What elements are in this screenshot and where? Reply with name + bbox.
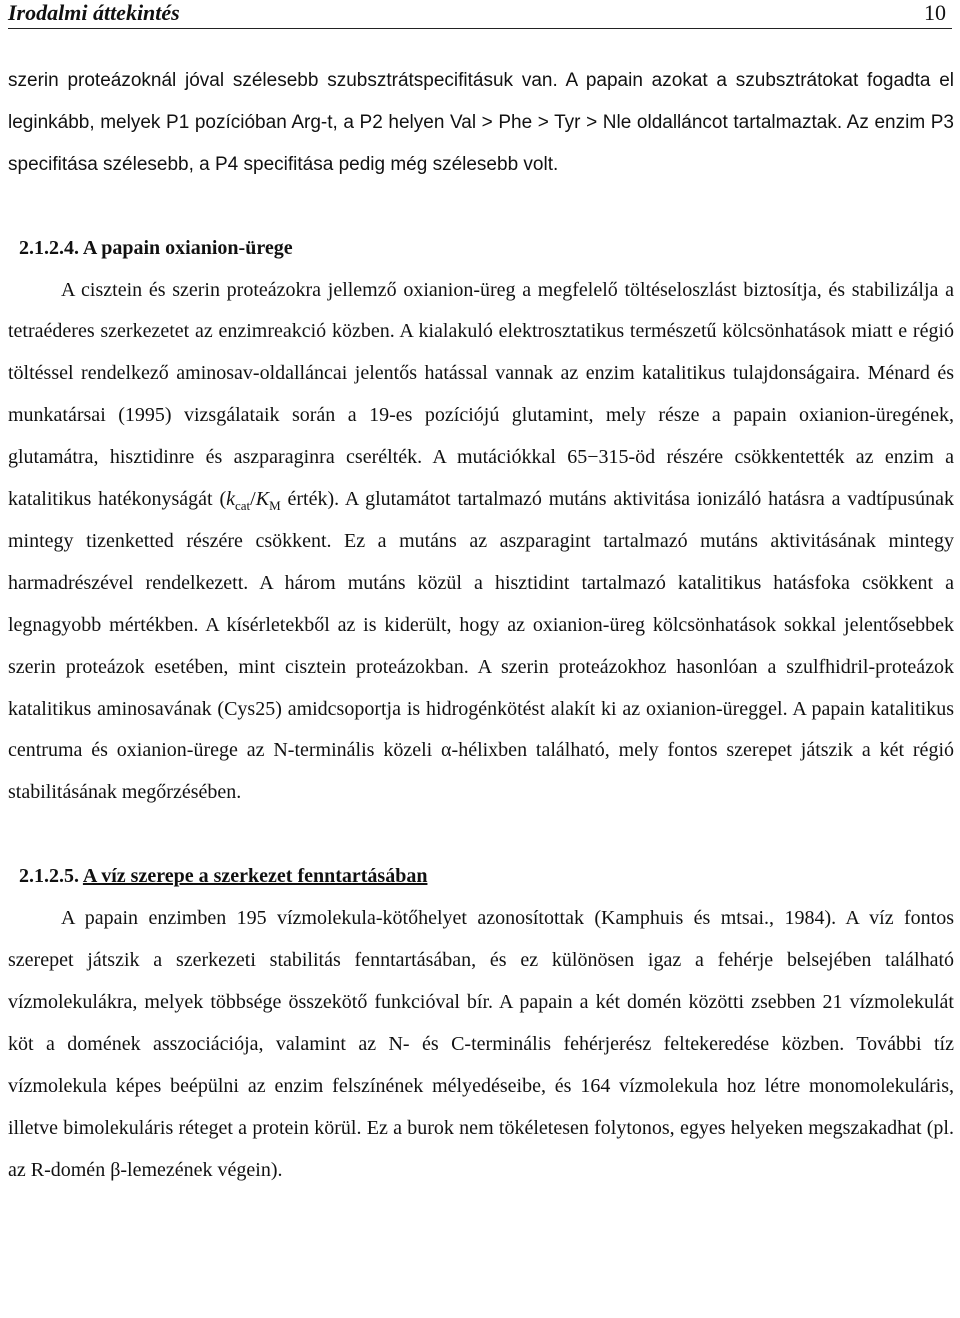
section-number: 2.1.2.5.	[19, 865, 79, 888]
document-body	[8, 60, 954, 1191]
paragraph-text-part-a: A cisztein és szerin proteázokra jellemző oxianion-üreg a megfelelő töltéseloszlást biztosítja, és stabilizálja a tetraéderes szerkezetet az enzimreakció közben. A kialakuló elektrosztatikus természetű kölcsönhatások miatt e régió töltéssel rendelkező aminosav-oldalláncai jelentős hatással vannak az enzim katalitikus tulajdonságaira. Ménard és munkatársai (1995) vizsgálataik során a 19-es pozíciójú glutamint, mely része a papain oxianion-üregének, glutamátra, hisztidinre és aszparaginra cserélték. A mutációkkal 65−315-öd részére csökkentették az enzim a katalitikus hatékonyságát (	[8, 278, 954, 511]
km-subscript: M	[269, 498, 281, 514]
section-heading-oxyanion	[19, 228, 954, 270]
section-title: A víz szerepe a szerkezet fenntartásában	[82, 865, 428, 888]
kcat-symbol: k	[226, 488, 235, 511]
intro-paragraph: szerin proteázoknál jóval szélesebb szubsztrátspecifitásuk van. A papain azokat a szubsztrátokat fogadta el leginkább, melyek P1 pozícióban Arg-t, a P2 helyen Val > Phe > Tyr > Nle oldalláncot tartalmaztak. Az enzim P3 specifitása szélesebb, a P4 specifitása pedig még szélesebb volt.	[8, 70, 954, 175]
water-paragraph: A papain enzimben 195 vízmolekula-kötőhelyet azonosítottak (Kamphuis és mtsai., 1984). A víz fontos szerepet játszik a szerkezeti stabilitás fenntartásában, és ez különösen igaz a fehérje belsejében található vízmolekulákra, melyek többsége összekötő funkcióval bír. A papain a két domén közötti zsebben 21 vízmolekulát köt a domének asszociációja, valamint az N- és C-terminális fehérjerész feltekeredése közben. További tíz vízmolekula képes beépülni az enzim felszínének mélyedéseibe, és 164 vízmolekula hoz létre monomolekuláris, illetve bimolekuláris réteget a protein körül. Ez a burok nem tökéletesen folytonos, egyes helyeken megszakadhat (pl. az R-domén β-lemezének végein).	[8, 907, 954, 1181]
kcat-subscript: cat	[235, 498, 251, 514]
paragraph-text-part-b: érték). A glutamátot tartalmazó mutáns aktivitása ionizáló hatásra a vadtípusúnak mintegy tizenketted részére csökkent. Ez a mutáns az aszparagint tartalmazó mutáns aktivitásának mintegy harmadrészével rendelkezett. A három mutáns közül a hisztidint tartalmazó katalitikus hatásfoka csökkent a legnagyobb mértékben. A kísérletekből az is kiderült, hogy az oxianion-üreg kölcsönhatások sokkal jelentősebbek szerin proteázok esetében, mint cisztein proteázokban. A szerin proteázokhoz hasonlóan a szulfhidril-proteázok katalitikus aminosavának (Cys25) amidcsoportja is hidrogénkötést alakít ki az oxianion-üreggel. A papain katalitikus centruma és oxianion-ürege az N-terminális közeli α-hélixben található, mely fontos szerepet játszik a két régió stabilitásának megőrzésében.	[8, 488, 955, 804]
km-symbol: K	[255, 488, 270, 511]
oxyanion-paragraph	[8, 270, 954, 815]
ratio-slash: /	[250, 488, 256, 511]
page-number: 10	[924, 0, 946, 25]
section-heading-water	[19, 856, 954, 898]
chapter-title: Irodalmi áttekintés	[8, 0, 180, 25]
section-title: A papain oxianion-ürege	[82, 236, 293, 259]
running-header	[8, 0, 952, 29]
section-number: 2.1.2.4.	[19, 236, 79, 259]
